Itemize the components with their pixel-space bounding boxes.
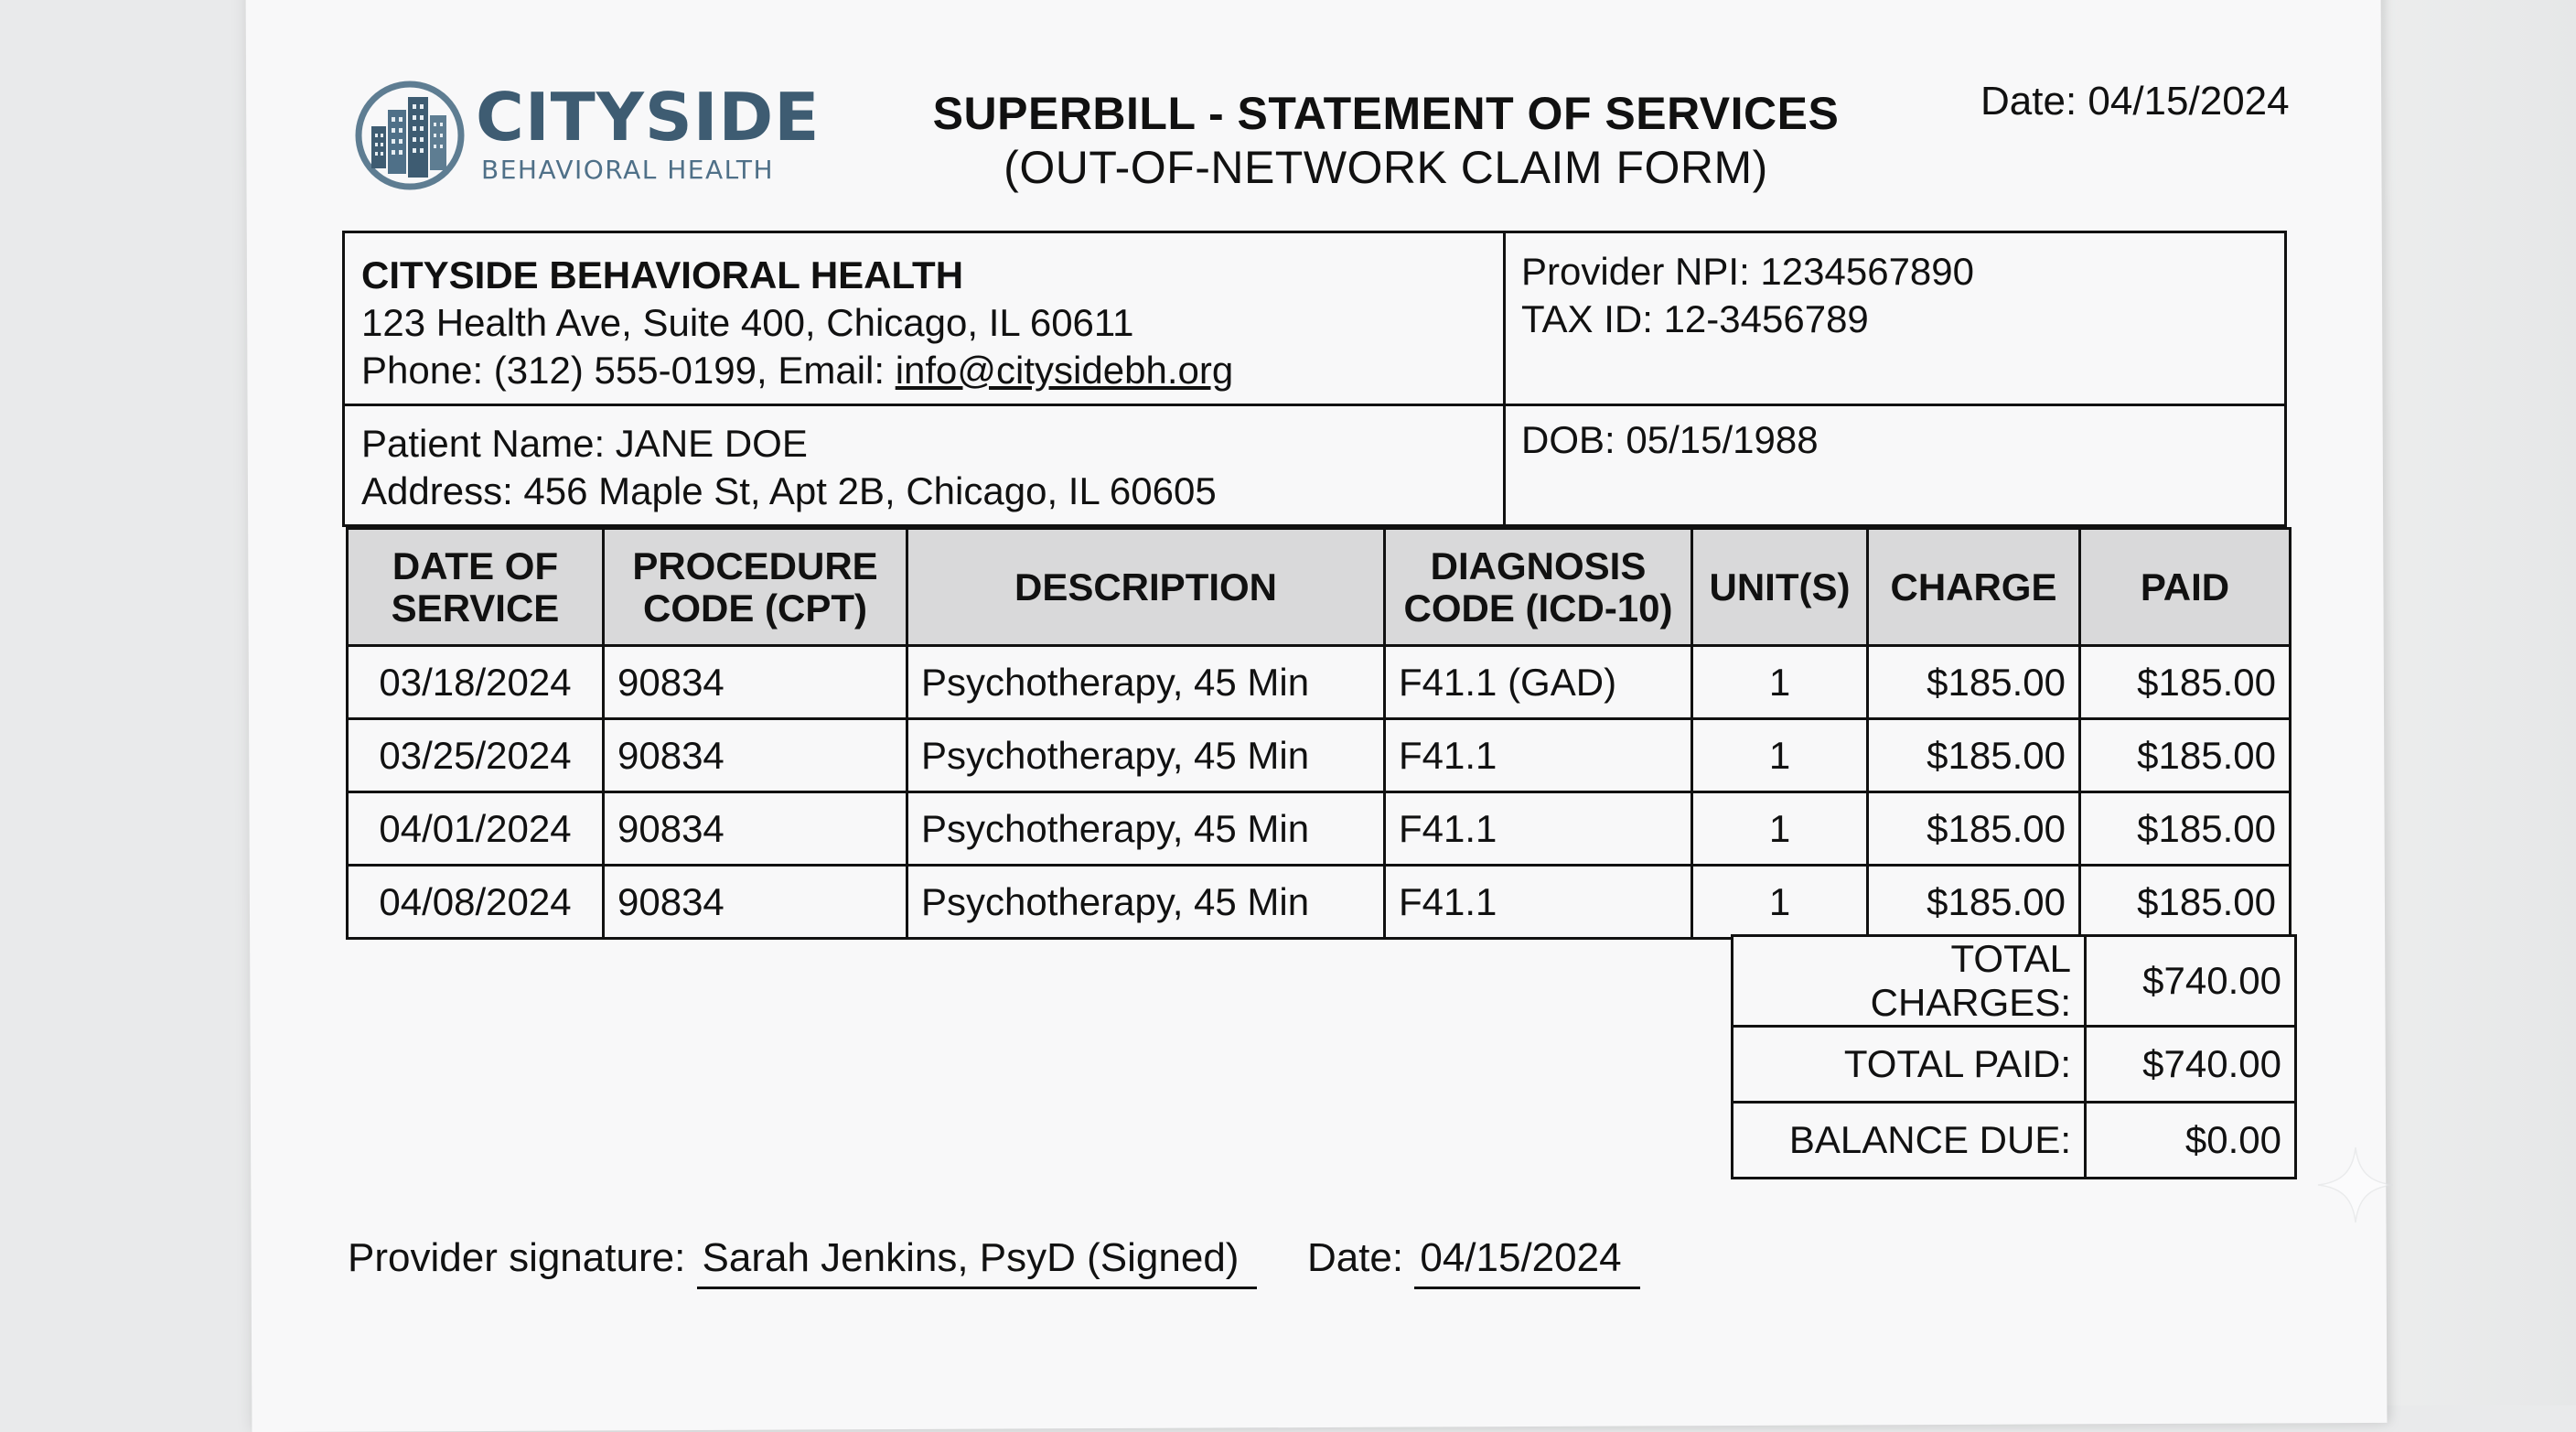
- provider-address: 123 Health Ave, Suite 400, Chicago, IL 60611: [361, 301, 1134, 344]
- balance-due-label: BALANCE DUE:: [1733, 1103, 2086, 1179]
- provider-npi: Provider NPI: 1234567890: [1521, 250, 1974, 293]
- patient-dob: DOB: 05/15/1988: [1521, 418, 1819, 461]
- cell-diagnosis-code: F41.1: [1385, 866, 1692, 939]
- patient-dob-cell: [1521, 416, 1819, 464]
- signature-label: Provider signature:: [348, 1235, 686, 1280]
- cell-procedure-code: 90834: [604, 866, 907, 939]
- column-header-date-of-service: DATE OF SERVICE: [348, 529, 604, 646]
- cell-units: 1: [1692, 866, 1868, 939]
- document-title: SUPERBILL - STATEMENT OF SERVICES: [932, 88, 1840, 139]
- document-title-block: [878, 87, 1894, 195]
- column-header-paid: PAID: [2080, 529, 2291, 646]
- cell-units: 1: [1692, 719, 1868, 792]
- patient-info: [361, 420, 1217, 515]
- cell-date-of-service: 03/18/2024: [348, 646, 604, 719]
- column-header-charge: CHARGE: [1868, 529, 2080, 646]
- document-subtitle: (OUT-OF-NETWORK CLAIM FORM): [1004, 142, 1768, 193]
- info-divider-vertical: [1503, 233, 1506, 524]
- cell-units: 1: [1692, 792, 1868, 866]
- table-row: [348, 792, 2291, 866]
- cell-charge: $185.00: [1868, 792, 2080, 866]
- cell-procedure-code: 90834: [604, 719, 907, 792]
- building-skyline-icon: [353, 79, 467, 192]
- balance-due-row: [1733, 1103, 2296, 1179]
- cell-charge: $185.00: [1868, 719, 2080, 792]
- table-row: [348, 646, 2291, 719]
- table-row: [348, 866, 2291, 939]
- cell-diagnosis-code: F41.1: [1385, 719, 1692, 792]
- provider-phone: Phone: (312) 555-0199, Email:: [361, 349, 896, 392]
- cell-date-of-service: 04/01/2024: [348, 792, 604, 866]
- cell-diagnosis-code: F41.1: [1385, 792, 1692, 866]
- cell-units: 1: [1692, 646, 1868, 719]
- sparkle-icon: [2314, 1144, 2397, 1226]
- totals-table: [1731, 934, 2297, 1179]
- provider-contact: [361, 347, 1233, 394]
- cell-paid: $185.00: [2080, 792, 2291, 866]
- table-header-row: [348, 529, 2291, 646]
- cell-date-of-service: 03/25/2024: [348, 719, 604, 792]
- patient-address: Address: 456 Maple St, Apt 2B, Chicago, IL 60605: [361, 469, 1217, 512]
- logo-name: CITYSIDE: [476, 79, 821, 156]
- cell-charge: $185.00: [1868, 866, 2080, 939]
- total-paid-label: TOTAL PAID:: [1733, 1027, 2086, 1103]
- signature-date-field: 04/15/2024: [1414, 1235, 1639, 1289]
- balance-due-value: $0.00: [2086, 1103, 2296, 1179]
- info-divider-horizontal: [345, 404, 2284, 406]
- provider-patient-info-box: [342, 231, 2287, 527]
- cell-diagnosis-code: F41.1 (GAD): [1385, 646, 1692, 719]
- cell-description: Psychotherapy, 45 Min: [907, 792, 1385, 866]
- provider-ids: [1521, 248, 1974, 343]
- provider-name: CITYSIDE BEHAVIORAL HEALTH: [361, 253, 964, 296]
- cell-procedure-code: 90834: [604, 646, 907, 719]
- table-row: [348, 719, 2291, 792]
- cityside-logo: [353, 79, 829, 198]
- cell-paid: $185.00: [2080, 719, 2291, 792]
- total-charges-row: [1733, 936, 2296, 1027]
- cell-description: Psychotherapy, 45 Min: [907, 866, 1385, 939]
- header-date: Date: 04/15/2024: [1980, 79, 2290, 124]
- cell-description: Psychotherapy, 45 Min: [907, 719, 1385, 792]
- cell-charge: $185.00: [1868, 646, 2080, 719]
- patient-name: Patient Name: JANE DOE: [361, 422, 808, 465]
- total-paid-value: $740.00: [2086, 1027, 2296, 1103]
- total-charges-label: TOTAL CHARGES:: [1733, 936, 2086, 1027]
- total-paid-row: [1733, 1027, 2296, 1103]
- column-header-diagnosis-code: DIAGNOSIS CODE (ICD-10): [1385, 529, 1692, 646]
- cell-description: Psychotherapy, 45 Min: [907, 646, 1385, 719]
- total-charges-value: $740.00: [2086, 936, 2296, 1027]
- provider-info: [361, 252, 1233, 394]
- cell-procedure-code: 90834: [604, 792, 907, 866]
- provider-tax-id: TAX ID: 12-3456789: [1521, 297, 1869, 340]
- signature-block: [348, 1235, 1640, 1289]
- cell-paid: $185.00: [2080, 646, 2291, 719]
- column-header-procedure-code: PROCEDURE CODE (CPT): [604, 529, 907, 646]
- cell-paid: $185.00: [2080, 866, 2291, 939]
- logo-subtitle: BEHAVIORAL HEALTH: [481, 155, 775, 185]
- provider-email-link[interactable]: info@citysidebh.org: [895, 349, 1234, 392]
- signature-date-label: Date:: [1306, 1235, 1404, 1280]
- column-header-units: UNIT(S): [1692, 529, 1868, 646]
- signature-field: Sarah Jenkins, PsyD (Signed): [697, 1235, 1258, 1289]
- cell-date-of-service: 04/08/2024: [348, 866, 604, 939]
- column-header-description: DESCRIPTION: [907, 529, 1385, 646]
- services-table: [346, 527, 2292, 940]
